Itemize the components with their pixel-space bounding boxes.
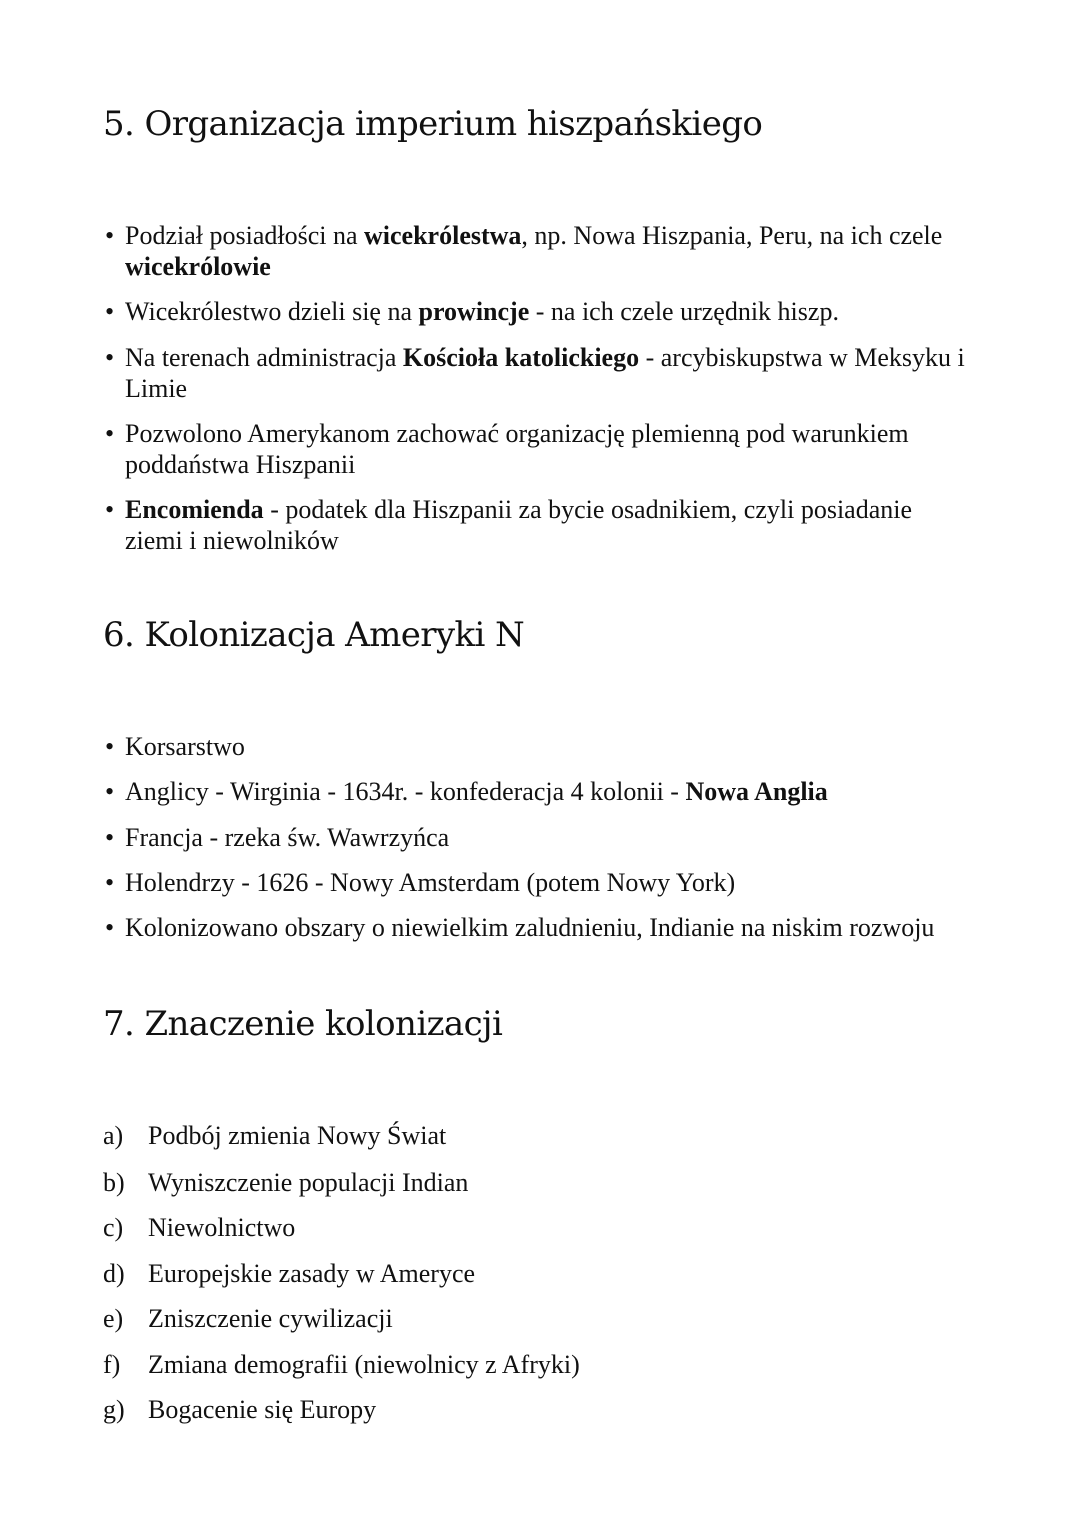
list-item-text — [125, 867, 975, 898]
list-letter: e) — [103, 1304, 124, 1333]
bullet-marker: • — [105, 343, 115, 372]
list-item-text: Zniszczenie cywilizacji — [148, 1304, 393, 1333]
list-item-text: Bogacenie się Europy — [148, 1395, 377, 1424]
section-heading-znaczenie-kolonizacji: 7. Znaczenie kolonizacji — [103, 1004, 503, 1044]
list-item-text — [125, 822, 975, 853]
list-letter: g) — [103, 1395, 125, 1424]
list-item-text — [125, 494, 975, 556]
list-item-text — [125, 776, 975, 807]
text-run: Podział posiadłości na — [125, 221, 365, 250]
list-item-text — [125, 296, 975, 327]
bold-term: Kościoła katolickiego — [402, 343, 640, 372]
bullet-marker: • — [105, 868, 115, 897]
list-item-text: Podbój zmienia Nowy Świat — [148, 1121, 447, 1150]
bold-term: Nowa Anglia — [685, 777, 828, 806]
section-heading-kolonizacja-ameryki: 6. Kolonizacja Ameryki N — [103, 615, 525, 655]
list-item-text — [125, 342, 975, 404]
bullet-marker: • — [105, 495, 115, 524]
bold-term: prowincje — [418, 297, 530, 326]
bold-term: Encomienda — [125, 495, 264, 524]
bullet-marker: • — [105, 221, 115, 250]
section-heading-organizacja-imperium: 5. Organizacja imperium hiszpańskiego — [103, 104, 763, 144]
list-letter: a) — [103, 1121, 124, 1150]
bullet-marker: • — [105, 913, 115, 942]
bullet-marker: • — [105, 777, 115, 806]
text-run: Na terenach administracja — [125, 343, 403, 372]
text-run: Anglicy - Wirginia - 1634r. - konfederacja 4 kolonii - — [125, 777, 686, 806]
list-item-text: Zmiana demografii (niewolnicy z Afryki) — [148, 1350, 580, 1379]
text-run: Korsarstwo — [125, 732, 245, 761]
bullet-marker: • — [105, 297, 115, 326]
bullet-marker: • — [105, 823, 115, 852]
text-run: Holendrzy - 1626 - Nowy Amsterdam (potem Nowy York) — [125, 868, 736, 897]
text-run: - arcybiskupstwa w Meksyku i Limie — [125, 343, 965, 403]
list-item-text: Europejskie zasady w Ameryce — [148, 1259, 476, 1288]
list-item-text — [125, 220, 975, 282]
bullet-marker: • — [105, 419, 115, 448]
list-letter: d) — [103, 1259, 125, 1288]
text-run: Wicekrólestwo dzieli się na — [125, 297, 419, 326]
text-run: , np. Nowa Hiszpania, Peru, na ich czele — [521, 221, 943, 250]
bullet-marker: • — [105, 732, 115, 761]
bold-term: wicekrólowie — [125, 252, 271, 281]
list-item-text — [125, 418, 975, 480]
list-item-text — [125, 731, 975, 762]
text-run: - na ich czele urzędnik hiszp. — [529, 297, 839, 326]
text-run: Francja - rzeka św. Wawrzyńca — [125, 823, 450, 852]
list-letter: f) — [103, 1350, 121, 1379]
bold-term: wicekrólestwa — [364, 221, 522, 250]
text-run: Kolonizowano obszary o niewielkim zaludnieniu, Indianie na niskim rozwoju — [125, 913, 935, 942]
text-run: - podatek dla Hiszpanii za bycie osadnikiem, czyli posiadanie ziemi i niewolników — [125, 495, 913, 555]
list-item-text — [125, 912, 975, 943]
list-letter: b) — [103, 1168, 125, 1197]
list-item-text: Niewolnictwo — [148, 1213, 296, 1242]
list-letter: c) — [103, 1213, 124, 1242]
list-item-text: Wyniszczenie populacji Indian — [148, 1168, 469, 1197]
text-run: Pozwolono Amerykanom zachować organizację plemienną pod warunkiem poddaństwa Hiszpanii — [125, 419, 909, 479]
